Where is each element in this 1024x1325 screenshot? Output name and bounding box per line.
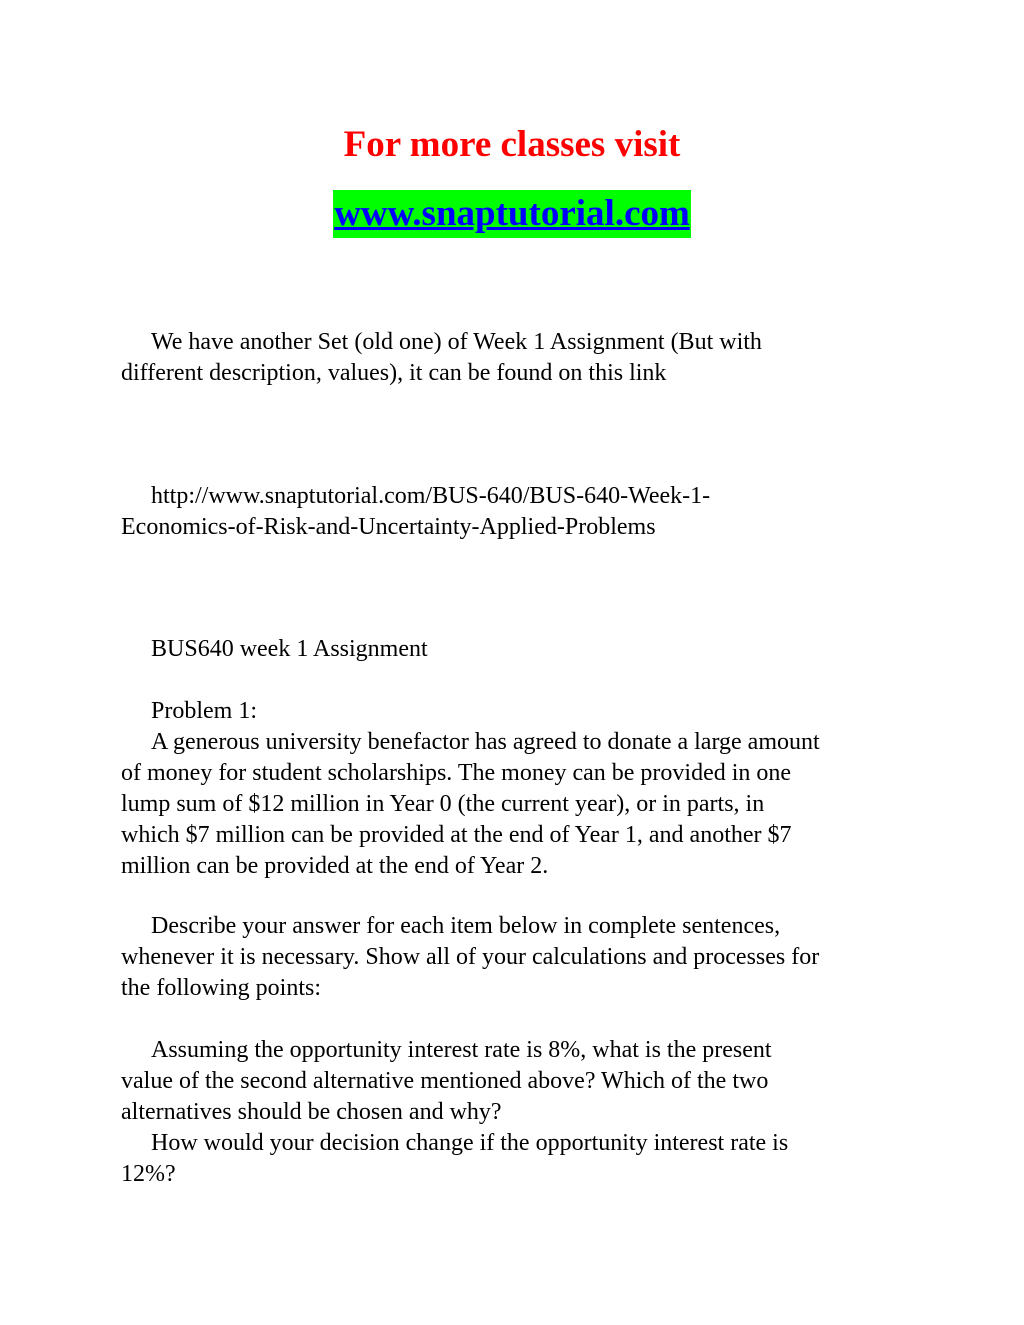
problem-line: lump sum of $12 million in Year 0 (the current year), or in parts, in [121,791,765,817]
intro-line: different description, values), it can be found on this link [121,360,667,386]
problem-paragraph [121,696,911,882]
question1-line: value of the second alternative mentioned above? Which of the two [121,1068,769,1094]
url-line[interactable]: Economics-of-Risk-and-Uncertainty-Applied-Problems [121,514,656,540]
question1-line: Assuming the opportunity interest rate is 8%, what is the present [151,1037,772,1063]
intro-line: We have another Set (old one) of Week 1 Assignment (But with [151,329,762,355]
problem-line: A generous university benefactor has agreed to donate a large amount [151,729,820,755]
assignment-heading-text: BUS640 week 1 Assignment [151,636,428,662]
problem-line: million can be provided at the end of Year 2. [121,853,549,879]
url-paragraph [121,481,911,543]
question2-line: 12%? [121,1161,176,1187]
instructions-paragraph [121,911,911,1004]
question2-line: How would your decision change if the opportunity interest rate is [151,1130,789,1156]
questions-paragraph [121,1035,911,1190]
url-line[interactable]: http://www.snaptutorial.com/BUS-640/BUS-640-Week-1- [151,483,711,509]
instructions-line: the following points: [121,975,321,1001]
page-title: For more classes visit [343,124,681,165]
assignment-heading [121,634,911,665]
site-link[interactable]: www.snaptutorial.com [333,190,691,238]
problem-label: Problem 1: [151,698,257,724]
question1-line: alternatives should be chosen and why? [121,1099,502,1125]
instructions-line: whenever it is necessary. Show all of your calculations and processes for [121,944,820,970]
problem-line: which $7 million can be provided at the end of Year 1, and another $7 [121,822,792,848]
problem-line: of money for student scholarships. The money can be provided in one [121,760,792,786]
intro-paragraph [121,327,911,389]
site-link-container [0,190,1024,238]
instructions-line: Describe your answer for each item below in complete sentences, [151,913,781,939]
